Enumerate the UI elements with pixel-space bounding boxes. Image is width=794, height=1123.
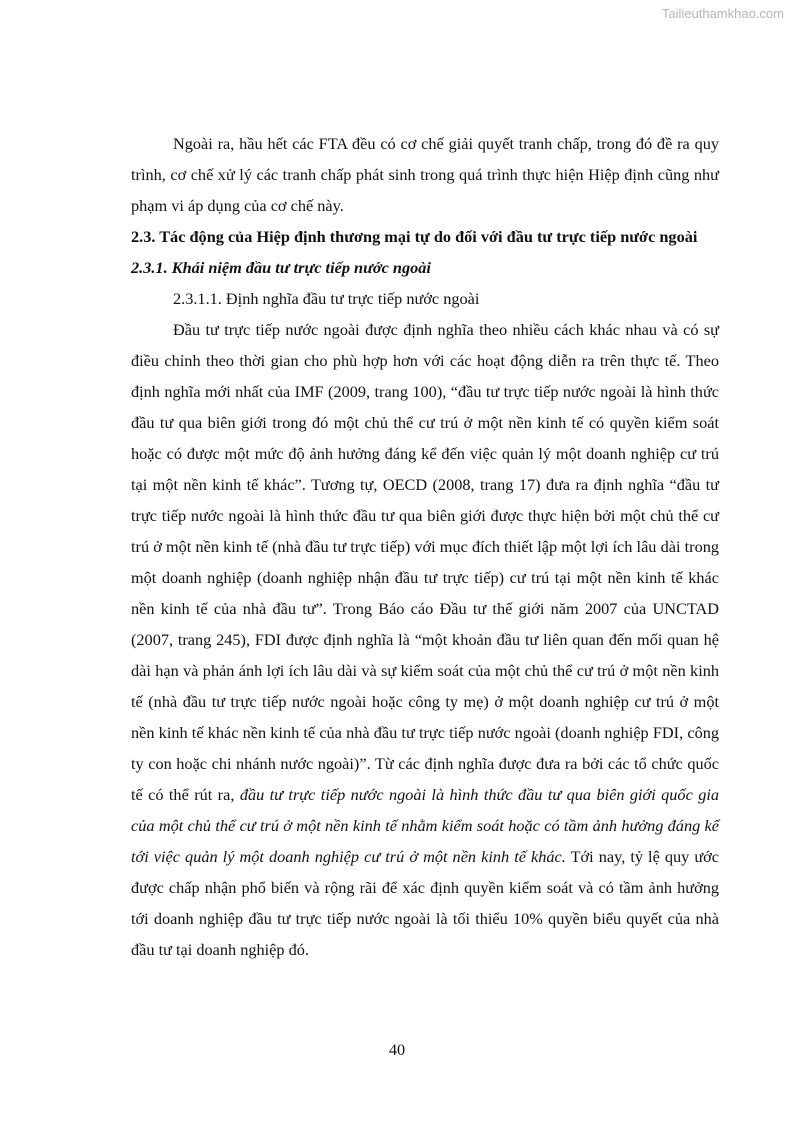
section-heading-2-3-1: 2.3.1. Khái niệm đầu tư trực tiếp nước ngoài: [131, 258, 431, 277]
paragraph-dispute-mechanism: Ngoài ra, hầu hết các FTA đều có cơ chế giải quyết tranh chấp, trong đó đề ra quy trình, cơ chế xử lý các tranh chấp phát sinh trong quá trình thực hiện Hiệp định cũng như phạm vi áp dụng của cơ chế này.: [131, 134, 719, 215]
paragraph-fdi-definition: [131, 314, 719, 965]
section-heading-2-3: 2.3. Tác động của Hiệp định thương mại tự do đối với đầu tư trực tiếp nước ngoài: [131, 227, 698, 246]
page-body: [131, 128, 719, 965]
watermark-text: Tailieuthamkhao.com: [661, 6, 784, 21]
paragraph-fdi-definition-end: Tới nay, tỷ lệ quy ước được chấp nhận phổ biến và rộng rãi để xác định quyền kiểm soát và có tầm ảnh hưởng tới doanh nghiệp đầu tư trực tiếp nước ngoài là tối thiểu 10% quyền biểu quyết của nhà đầu tư tại doanh nghiệp đó.: [131, 847, 720, 959]
paragraph-fdi-definition-text: Đầu tư trực tiếp nước ngoài được định nghĩa theo nhiều cách khác nhau và có sự điều chỉnh theo thời gian cho phù hợp hơn với các hoạt động diễn ra trên thực tế. Theo định nghĩa mới nhất của IMF (2009, trang 100), “đầu tư trực tiếp nước ngoài là hình thức đầu tư qua biên giới trong đó một chủ thể cư trú ở một nền kinh tế có quyền kiểm soát hoặc có được một mức độ ảnh hưởng đáng kể đến việc quản lý một doanh nghiệp cư trú tại một nền kinh tế khác”. Tương tự, OECD (2008, trang 17) đưa ra định nghĩa “đầu tư trực tiếp nước ngoài là hình thức đầu tư qua biên giới được thực hiện bởi một chủ thể cư trú ở một nền kinh tế (nhà đầu tư trực tiếp) với mục đích thiết lập một lợi ích lâu dài trong một doanh nghiệp (doanh nghiệp nhận đầu tư trực tiếp) cư trú tại một nền kinh tế khác nền kinh tế của nhà đầu tư”. Trong Báo cáo Đầu tư thế giới năm 2007 của UNCTAD (2007, trang 245), FDI được định nghĩa là “một khoản đầu tư liên quan đến mối quan hệ dài hạn và phản ánh lợi ích lâu dài và sự kiểm soát của một chủ thể cư trú ở một nền kinh tế (nhà đầu tư trực tiếp nước ngoài hoặc công ty mẹ) ở một doanh nghiệp cư trú ở một nền kinh tế khác nền kinh tế của nhà đầu tư trực tiếp nước ngoài (doanh nghiệp FDI, công ty con hoặc chi nhánh nước ngoài)”. Từ các định nghĩa được đưa ra bởi các tổ chức quốc tế có thể rút ra,: [131, 320, 719, 804]
section-heading-2-3-1-1: 2.3.1.1. Định nghĩa đầu tư trực tiếp nước ngoài: [173, 289, 480, 308]
page-number: 40: [388, 1040, 406, 1059]
paragraph-fdi-definition-italic: đầu tư trực tiếp nước ngoài là hình thức đầu tư qua biên giới quốc gia của một chủ thể cư trú ở một nền kinh tế nhằm kiểm soát hoặc có tầm ảnh hưởng đáng kể tới việc quản lý một doanh nghiệp cư trú ở một nền kinh tế khác.: [131, 785, 719, 866]
